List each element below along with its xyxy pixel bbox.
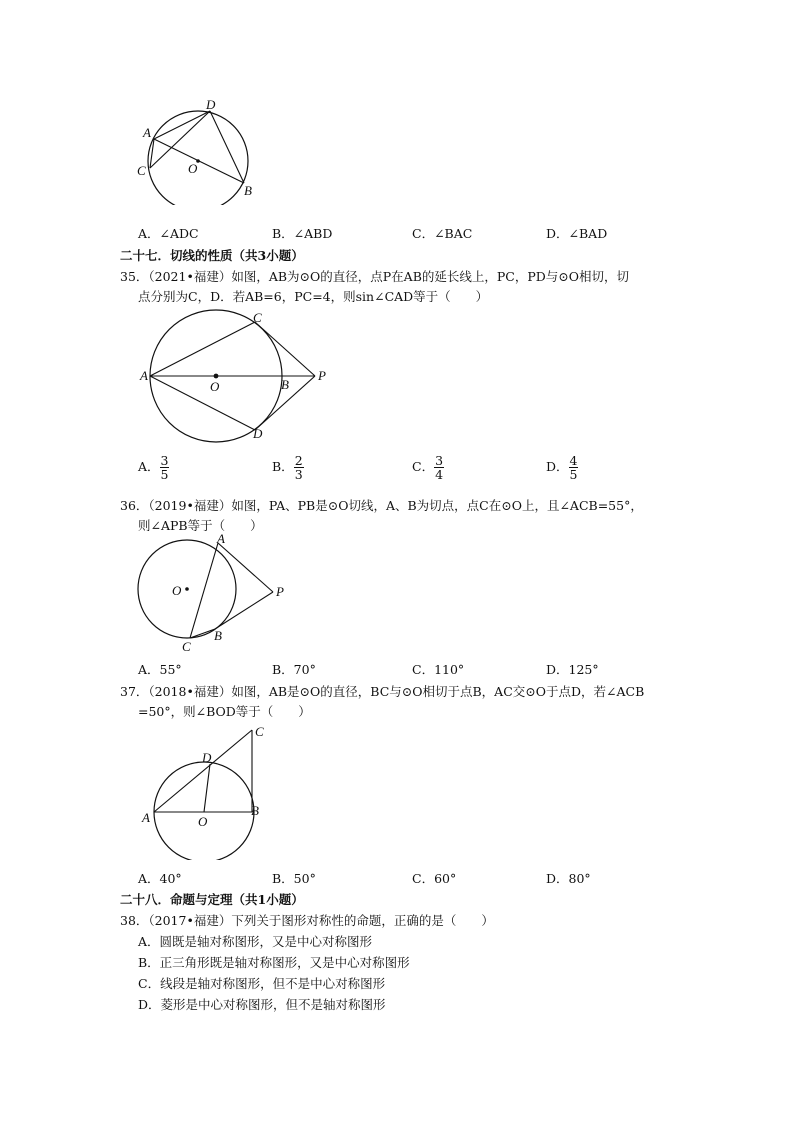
q37-label-c: C [255, 724, 264, 739]
q35-label-p: P [318, 368, 326, 383]
q37-stem-line1: 37．（2018•福建）如图，AB是⊙O的直径，BC与⊙O相切于点B，AC交⊙O于点D，若∠ACB [120, 684, 645, 699]
q34-label-d: D [206, 97, 216, 112]
q36-option-a[interactable]: A．55° [138, 662, 182, 677]
q37-label-d: D [202, 750, 212, 765]
q36-stem-line1: 36．（2019•福建）如图，PA、PB是⊙O切线，A、B为切点，点C在⊙O上，且∠ACB=55°， [120, 498, 643, 513]
q34-label-a: A [143, 125, 151, 140]
q34-label-b: B [244, 183, 252, 198]
q34-label-o: O [188, 161, 198, 176]
q37-label-b: B [251, 803, 259, 818]
q35-label-d: D [253, 426, 263, 441]
q35-stem-line2: 点分别为C，D．若AB=6，PC=4，则sin∠CAD等于（ ） [138, 289, 489, 304]
q38-option-a[interactable]: A．圆既是轴对称图形，又是中心对称图形 [138, 934, 373, 949]
q35-option-c[interactable]: C． $\frac{3}{4}$ [412, 453, 444, 483]
q37-option-d[interactable]: D．80° [546, 871, 591, 886]
q34-option-d[interactable]: D．∠BAD [546, 226, 608, 241]
q37-option-b[interactable]: B．50° [272, 871, 316, 886]
section-28-heading: 二十八．命题与定理（共1小题） [120, 892, 304, 907]
q38-option-d[interactable]: D．菱形是中心对称图形，但不是轴对称图形 [138, 997, 386, 1012]
q35-label-o: O [210, 379, 220, 394]
q34-option-b[interactable]: B．∠ABD [272, 226, 333, 241]
q37-option-c[interactable]: C．60° [412, 871, 457, 886]
q34-option-c[interactable]: C．∠BAC [412, 226, 473, 241]
q36-option-c[interactable]: C．110° [412, 662, 465, 677]
q36-option-d[interactable]: D．125° [546, 662, 599, 677]
q34-figure [130, 95, 265, 205]
q38-stem: 38．（2017•福建）下列关于图形对称性的命题，正确的是（ ） [120, 913, 494, 928]
q36-figure [130, 530, 295, 655]
q34-label-c: C [137, 163, 146, 178]
q36-label-b: B [214, 628, 222, 643]
q38-option-c[interactable]: C．线段是轴对称图形，但不是中心对称图形 [138, 976, 386, 991]
q37-stem-line2: =50°，则∠BOD等于（ ） [138, 704, 311, 719]
q35-figure [135, 305, 335, 445]
q35-option-d[interactable]: D． $\frac{4}{5}$ [546, 453, 578, 483]
q36-label-p: P [276, 584, 284, 599]
q38-option-b[interactable]: B．正三角形既是轴对称图形，又是中心对称图形 [138, 955, 410, 970]
q36-label-a: A [217, 531, 225, 546]
q35-label-a: A [140, 368, 148, 383]
q37-figure [135, 720, 275, 860]
section-27-heading: 二十七．切线的性质（共3小题） [120, 248, 304, 263]
q35-option-a[interactable]: A． $\frac{3}{5}$ [138, 453, 169, 483]
q35-stem-line1: 35．（2021•福建）如图，AB为⊙O的直径，点P在AB的延长线上，PC，PD与⊙O相切，切 [120, 269, 630, 284]
q37-label-o: O [198, 814, 208, 829]
q34-option-a[interactable]: A．∠ADC [138, 226, 199, 241]
q35-option-b[interactable]: B． $\frac{2}{3}$ [272, 453, 303, 483]
q36-label-o: O [172, 583, 182, 598]
q35-label-c: C [253, 310, 262, 325]
q36-label-c: C [182, 639, 191, 654]
q35-label-b: B [281, 377, 289, 392]
q36-option-b[interactable]: B．70° [272, 662, 316, 677]
q37-option-a[interactable]: A．40° [138, 871, 182, 886]
q36-stem-line2: 则∠APB等于（ ） [138, 518, 263, 533]
q37-label-a: A [142, 810, 150, 825]
